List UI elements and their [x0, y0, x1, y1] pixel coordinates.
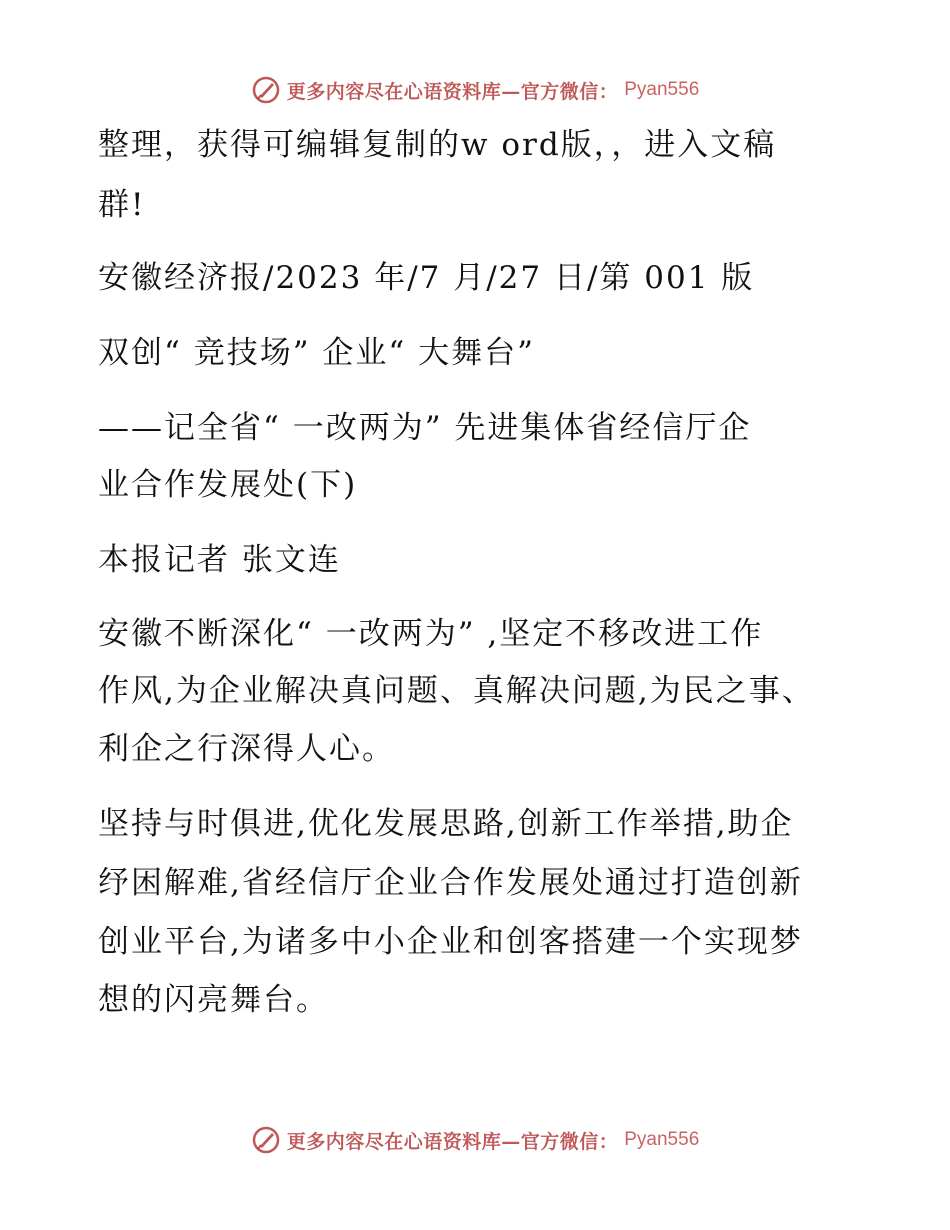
paragraph-2-line-2: 纾困解难,省经信厅企业合作发展处通过打造创新	[98, 865, 803, 901]
watermark-wechat-id: Pyan556	[624, 1129, 700, 1150]
article-subtitle-line-1: ——记全省“ 一改两为” 先进集体省经信厅企	[98, 410, 752, 446]
paragraph-1-line-2: 作风,为企业解决真问题、真解决问题,为民之事、	[98, 673, 815, 709]
watermark-text: 更多内容尽在心语资料库—官方微信：	[286, 80, 619, 103]
byline: 本报记者 张文连	[98, 542, 341, 578]
paragraph-2-line-1: 坚持与时俱进,优化发展思路,创新工作举措,助企	[98, 806, 794, 842]
header-watermark	[0, 70, 950, 110]
paragraph-2-line-4: 想的闪亮舞台。	[98, 982, 329, 1018]
watermark-wechat-id: Pyan556	[624, 79, 700, 100]
publication-line: 安徽经济报/2023 年/7 月/27 日/第 001 版	[98, 260, 755, 296]
paragraph-1-line-1: 安徽不断深化“ 一改两为” ,坚定不移改进工作	[98, 616, 764, 652]
footer-watermark	[0, 1120, 950, 1160]
body-line-1: 整理，获得可编辑复制的w ord版，，进入文稿	[98, 127, 777, 163]
watermark-text: 更多内容尽在心语资料库—官方微信：	[286, 1130, 619, 1153]
body-line-2: 群!	[98, 187, 146, 223]
quill-seal-icon	[251, 1125, 281, 1155]
paragraph-1-line-3: 利企之行深得人心。	[98, 731, 395, 767]
quill-seal-icon	[251, 75, 281, 105]
paragraph-2-line-3: 创业平台,为诸多中小企业和创客搭建一个实现梦	[98, 924, 803, 960]
article-title: 双创“ 竞技场” 企业“ 大舞台”	[98, 335, 535, 371]
article-subtitle-line-2: 业合作发展处(下)	[98, 467, 358, 503]
